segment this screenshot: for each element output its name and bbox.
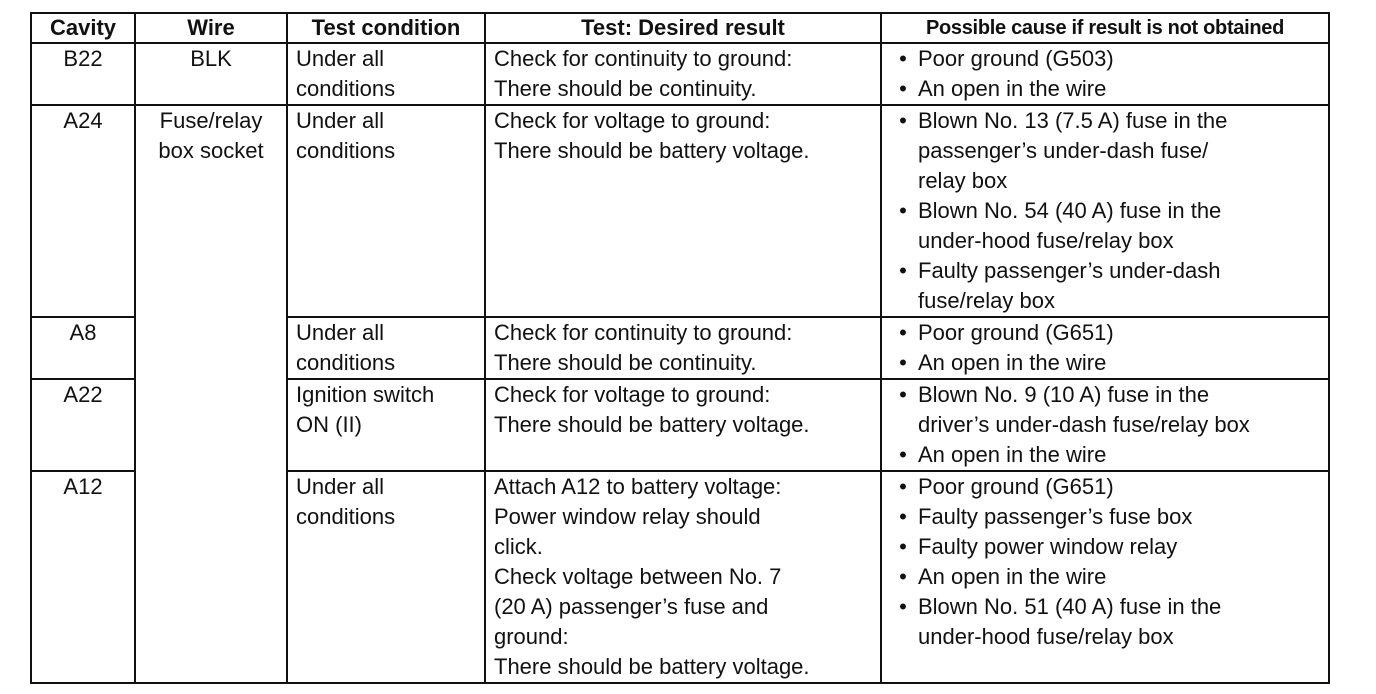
cause-text: Faulty power window relay [918, 534, 1178, 559]
cause-item [892, 472, 1328, 502]
cause-item [892, 592, 1328, 652]
cause-list [882, 106, 1328, 316]
wire-cell: Fuse/relay box socket [135, 105, 287, 683]
cause-text: Blown No. 9 (10 A) fuse in the driver’s under-dash fuse/relay box [918, 382, 1250, 437]
cause-text: An open in the wire [918, 350, 1107, 375]
cause-item [892, 106, 1328, 196]
cause-cell [881, 105, 1329, 317]
condition-cell: Under all conditions [287, 105, 485, 317]
bullet-icon: • [899, 350, 907, 375]
header-desired-result: Test: Desired result [485, 13, 881, 43]
bullet-icon: • [899, 76, 907, 101]
bullet-icon: • [899, 474, 907, 499]
cause-item [892, 440, 1328, 470]
cause-cell [881, 317, 1329, 379]
cause-text: Poor ground (G651) [918, 474, 1114, 499]
cause-list [882, 44, 1328, 104]
condition-cell: Under all conditions [287, 43, 485, 105]
cause-item [892, 196, 1328, 256]
cause-text: Poor ground (G503) [918, 46, 1114, 71]
cause-item [892, 562, 1328, 592]
result-cell: Check for voltage to ground: There should be battery voltage. [485, 379, 881, 471]
header-cavity: Cavity [31, 13, 135, 43]
cause-text: An open in the wire [918, 442, 1107, 467]
result-cell: Check for voltage to ground: There should be battery voltage. [485, 105, 881, 317]
cause-item [892, 532, 1328, 562]
cause-text: An open in the wire [918, 76, 1107, 101]
wire-cell: BLK [135, 43, 287, 105]
cause-item [892, 348, 1328, 378]
result-cell: Attach A12 to battery voltage: Power window relay should click. Check voltage between No. 7 (20 A) passenger’s fuse and ground: There should be battery voltage. [485, 471, 881, 683]
cause-text: Faulty passenger’s under-dash fuse/relay box [918, 258, 1221, 313]
condition-cell: Under all conditions [287, 317, 485, 379]
bullet-icon: • [899, 382, 907, 407]
bullet-icon: • [899, 46, 907, 71]
cause-text: Blown No. 51 (40 A) fuse in the under-hood fuse/relay box [918, 594, 1222, 649]
diagnostic-table [30, 12, 1330, 684]
cavity-cell: B22 [31, 43, 135, 105]
cause-list [882, 318, 1328, 378]
cause-text: Faulty passenger’s fuse box [918, 504, 1193, 529]
bullet-icon: • [899, 198, 907, 223]
header-row [31, 13, 1329, 43]
header-possible-cause: Possible cause if result is not obtained [881, 13, 1329, 43]
cavity-cell: A12 [31, 471, 135, 683]
result-cell: Check for continuity to ground: There should be continuity. [485, 43, 881, 105]
cause-item [892, 44, 1328, 74]
cause-text: Blown No. 54 (40 A) fuse in the under-hood fuse/relay box [918, 198, 1222, 253]
cause-cell [881, 379, 1329, 471]
cause-list [882, 380, 1328, 470]
diagnostic-table-sheet [30, 12, 1328, 679]
bullet-icon: • [899, 108, 907, 133]
cause-text: Poor ground (G651) [918, 320, 1114, 345]
bullet-icon: • [899, 534, 907, 559]
cavity-cell: A22 [31, 379, 135, 471]
bullet-icon: • [899, 504, 907, 529]
header-wire: Wire [135, 13, 287, 43]
cause-text: Blown No. 13 (7.5 A) fuse in the passenger’s under-dash fuse/ relay box [918, 108, 1228, 193]
result-cell: Check for continuity to ground: There should be continuity. [485, 317, 881, 379]
cause-cell [881, 471, 1329, 683]
cavity-cell: A24 [31, 105, 135, 317]
cause-item [892, 502, 1328, 532]
condition-cell: Under all conditions [287, 471, 485, 683]
cavity-cell: A8 [31, 317, 135, 379]
bullet-icon: • [899, 564, 907, 589]
condition-cell: Ignition switch ON (II) [287, 379, 485, 471]
table-row [31, 105, 1329, 317]
bullet-icon: • [899, 594, 907, 619]
bullet-icon: • [899, 442, 907, 467]
cause-item [892, 74, 1328, 104]
table-row [31, 43, 1329, 105]
cause-item [892, 318, 1328, 348]
cause-item [892, 380, 1328, 440]
cause-list [882, 472, 1328, 652]
header-test-condition: Test condition [287, 13, 485, 43]
bullet-icon: • [899, 258, 907, 283]
cause-item [892, 256, 1328, 316]
bullet-icon: • [899, 320, 907, 345]
cause-text: An open in the wire [918, 564, 1107, 589]
cause-cell [881, 43, 1329, 105]
